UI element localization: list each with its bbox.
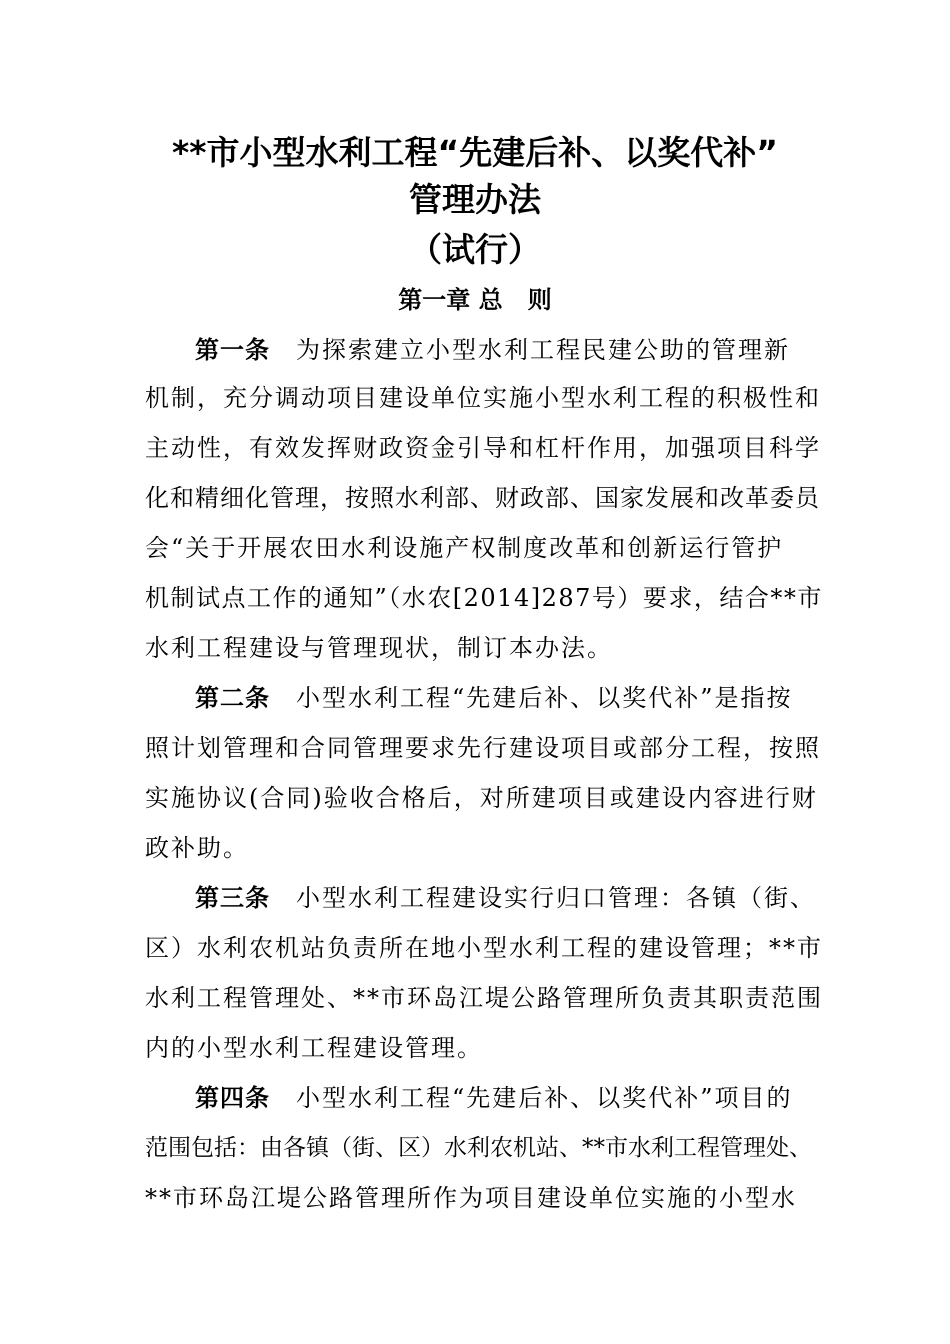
article-2-line-3: 实施协议(合同)验收合格后，对所建项目或建设内容进行财 (145, 784, 818, 812)
article-2-label: 第二条 (195, 684, 270, 712)
article-1-label: 第一条 (195, 336, 270, 364)
document-title-line-3: （试行） (409, 230, 541, 269)
article-4-line-1 (195, 1073, 825, 1123)
document-title-line-2: 管理办法 (409, 180, 541, 219)
article-1-line-2: 机制，充分调动项目建设单位实施小型水利工程的积极性和 (145, 384, 821, 412)
document-title-line-1: **市小型水利工程“先建后补、以奖代补” (172, 133, 778, 172)
article-4-label: 第四条 (195, 1084, 270, 1112)
article-1-line-5: 会“关于开展农田水利设施产权制度改革和创新运行管护 (145, 534, 784, 562)
article-1-line-3: 主动性，有效发挥财政资金引导和杠杆作用，加强项目科学 (145, 434, 821, 462)
article-2-line-2: 照计划管理和合同管理要求先行建设项目或部分工程，按照 (145, 734, 821, 762)
article-3-line-3: 水利工程管理处、**市环岛江堤公路管理所负责其职责范围 (145, 984, 823, 1012)
article-1-line-4: 化和精细化管理，按照水利部、财政部、国家发展和改革委员 (145, 484, 820, 512)
article-3-line-1 (195, 873, 825, 923)
article-2-line-4: 政补助。 (145, 834, 249, 862)
article-4-line-3: **市环岛江堤公路管理所作为项目建设单位实施的小型水 (145, 1184, 797, 1212)
article-3-line-2: 区）水利农机站负责所在地小型水利工程的建设管理；**市 (145, 934, 823, 962)
article-3-line-4: 内的小型水利工程建设管理。 (145, 1034, 483, 1062)
article-1-line-7: 水利工程建设与管理现状，制订本办法。 (145, 634, 613, 662)
article-3-text: 小型水利工程建设实行归口管理：各镇（街、 (296, 884, 816, 912)
article-1-text: 为探索建立小型水利工程民建公助的管理新 (296, 336, 790, 364)
article-2-text: 小型水利工程“先建后补、以奖代补”是指按 (296, 684, 793, 712)
article-1-line-6: 机制试点工作的通知”（水农[2014]287号）要求，结合**市 (145, 584, 823, 612)
article-4-line-2: 范围包括：由各镇（街、区）水利农机站、**市水利工程管理处、 (145, 1135, 812, 1161)
article-4-text: 小型水利工程“先建后补、以奖代补”项目的 (296, 1084, 793, 1112)
chapter-heading: 第一章 总 则 (398, 286, 552, 314)
article-3-label: 第三条 (195, 884, 270, 912)
article-2-line-1 (195, 673, 825, 723)
article-1-line-1 (195, 325, 825, 375)
